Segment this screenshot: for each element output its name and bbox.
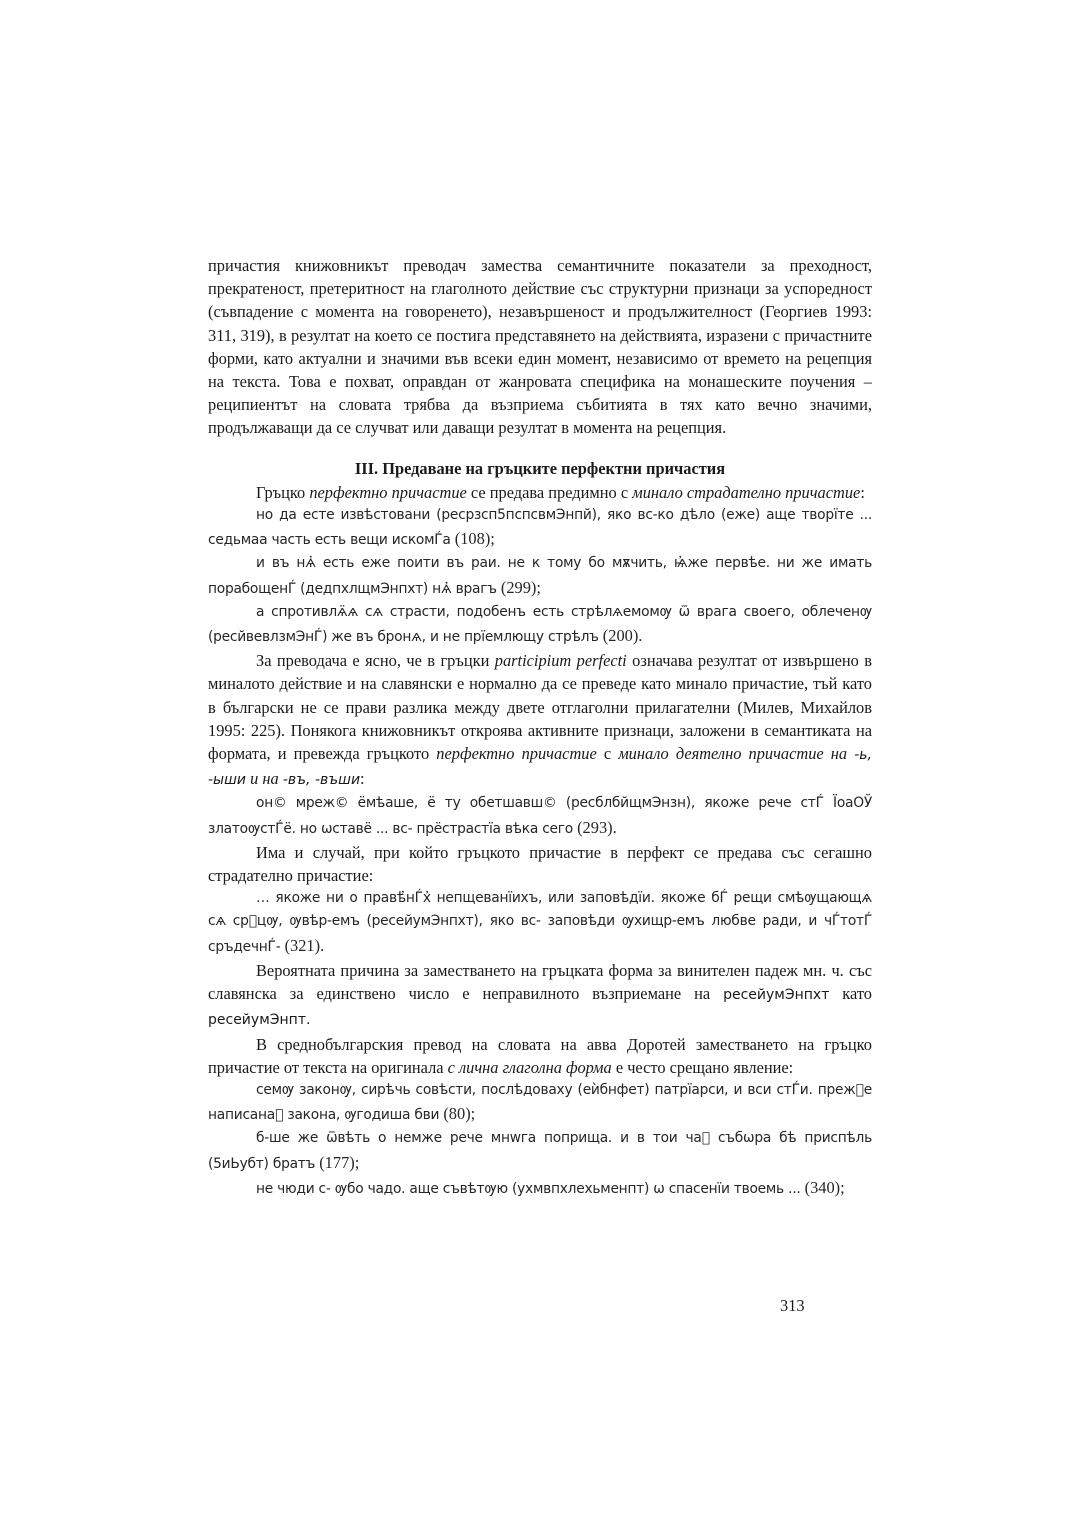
paragraph: Гръцко перфектно причастие се предава предимно с минало страдателно причастие: — [256, 482, 865, 502]
page-reference: (340); — [804, 1177, 845, 1197]
page-reference: (108); — [454, 529, 495, 549]
quotation: семѹ законѹ, сирѣчь совѣсти, послѣдоваху (еѝбнфет) патрїарси, и вси стЃи. прежⷷе написанаⷢ законa, ѹгодиша бви (80); — [208, 1081, 872, 1124]
page-reference: (299); — [500, 577, 541, 597]
page-body — [208, 254, 872, 1201]
page-reference: (293). — [577, 817, 617, 837]
paragraph: Вероятната причина за заместването на гръцката форма за винителен падеж мн. ч. със славянска за единствено число е неправилното възприемане на ресейумЭнпхт като ресейумЭнпт. — [208, 960, 873, 1029]
page-reference: (200). — [602, 626, 643, 646]
page-reference: (321). — [284, 935, 325, 955]
paragraph: Има и случай, при който гръцкото причастие в перфект се предава със сегашно страдателно причастие: — [208, 842, 872, 886]
section-heading: III. Предаване на гръцките перфектни причастия — [354, 458, 726, 478]
quotation: но да есте извѣстовани (ресрзсп5пспсвмЭнпй), яко вс-ко дѣло (еже) аще творїте ... седьмаа часть есть вещи искомЃа (108); — [208, 507, 872, 549]
paragraph: За преводача е ясно, че в гръцки participium perfecti означава резултат от извършено в миналото действие и на славянски е нормално да се преведе като минало причастие, тъй като в български не се прави разлика между двете отглаголни прилагателни (Милев, Михайлов 1995: 225). Понякога книжовникът откроява активните признаци, заложени в семантиката на формата, и превежда гръцкото перфектно причастие с минало деятелно причастие на -ь, -ыши и на -въ, -въши: — [208, 651, 872, 789]
paragraph: причастия книжовникът преводач замества семантичните показатели за преходност, прекратеност, претеритност на глаголното действие със структурни признаци за успоредност (съвпадение с момента на говоренето), незавършеност и продължителност (Георгиев 1993: 311, 319), в резултат на което се постига представянето на действията, изразени с причастните форми, като актуални и значими във всеки един момент, независимо от времето на рецепция на текста. Това е похват, оправдан от жанровата специфика на монашеските поучения – реципиентът на словата трябва да възприема събитията в тях като вечно значими, продължаващи да се случват или даващи резултат в момента на рецепция. — [208, 256, 872, 438]
page-number: 313 — [780, 1296, 805, 1315]
quotation: а спротивлѧ̈ѧ сѧ страсти, подобенъ есть стрѣлѧемомѹ ѿ врага своего, облеченѹ (ресйвевлзмЭнЃ) же въ бронѧ, и не прїемлющу стрѣлъ (200). — [208, 603, 872, 646]
paragraph: В среднобългарския превод на словата на авва Доротей заместването на гръцко причастие от текста на оригинала с лична глаголна форма е често срещано явление: — [208, 1034, 872, 1077]
quotation: не чюди с- ѹбо чадо. аще съвѣтѹю (ухмвпхлехьменпт) ѡ спасенїи твоемь ... (340); — [256, 1177, 845, 1197]
quotation: … якоже ни о правѣ҆нЃх҆ непщеванїихъ, или заповѣдїи. якоже бЃ рещи смѣѹщающѧ сѧ срⷣцѹ, ѹвѣр-емъ (ресейумЭнпхт), яко вс- заповѣди ѹхищр-емъ любве ради, и чЃтотЃ сръдечнЃ- (321). — [208, 890, 872, 955]
quotation: б-ше же ѿвѣть о немже рече мнwга поприща. и в тои чаⷭ събѡра бѣ приспѣль (5иЬубт) братъ (177); — [208, 1130, 872, 1172]
quotation: и въ нѧ҆ есть еже поити въ раи. не к тому бо мѫчить, ѩ҆же первѣе. ни же имать порабощенЃ (дедпхлщмЭнпхт) нѧ҆ врагъ (299); — [208, 555, 872, 597]
page-reference: (80); — [443, 1104, 476, 1124]
quotation: он© мреж© ёмѣаше, ё ту обетшавш© (ресблбйщмЭнзн), якоже рече стЃ ЇоаОЎ златоѹстЃё. но ѡставё ... вс- прёстрастїа вѣка сего (293). — [208, 795, 872, 837]
page-reference: (177); — [319, 1152, 360, 1172]
